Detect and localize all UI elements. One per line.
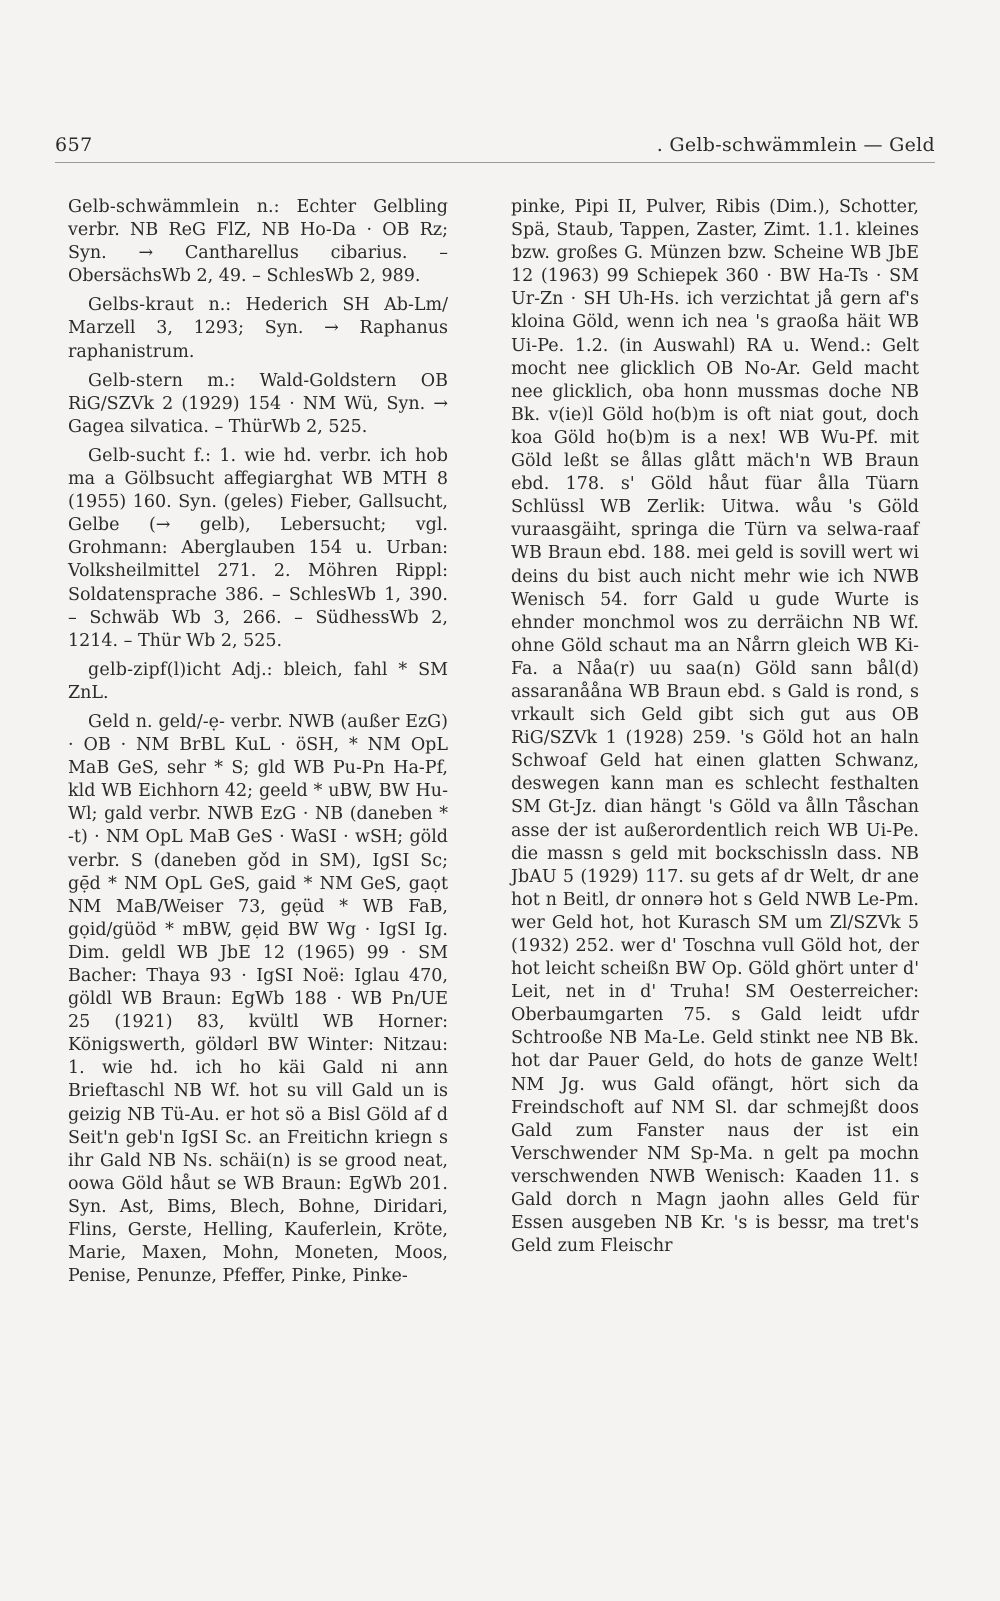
entry-gelb-sucht <box>68 445 448 653</box>
lemma: Geld <box>88 711 130 732</box>
entry-text: Adj.: bleich, fahl * SM ZnL. <box>68 659 448 703</box>
right-column <box>511 196 919 1258</box>
entry-text: n. geld/-ẹ- verbr. NWB (außer EzG) · OB · NM BrBL KuL · öSH, * NM OpL MaB GeS, sehr * S; gld WB Pu-Pn Ha-Pf, kld WB Eichhorn 42; geeld * uBW, BW Hu-Wl; gald verbr. NWB EzG · NB (daneben * -t) · NM OpL MaB GeS · WaSI · wSH; göld verbr. S (daneben gǒd in SM), IgSI Sc; gẹ̄d * NM OpL GeS, gaid * NM GeS, gaọt NM MaB/Weiser 73, gẹüd * WB FaB, gọid/güöd * mBW, gẹid BW Wg · IgSI Ig. Dim. geldl WB JbE 12 (1965) 99 · SM Bacher: Thaya 93 · IgSI Noë: Iglau 470, göldl WB Braun: EgWb 188 · WB Pn/UE 25 (1921) 83, kvültl WB Horner: Königswerth, göldərl BW Winter: Nitzau: 1. wie hd. ich ho käi Gald ni ann Brieftaschl NB Wf. hot su vill Gald un is geizig NB Tü-Au. er hot sö a Bisl Göld af d Seit'n geb'n IgSI Sc. an Freitichn kriegn s ihr Gald NB Ns. schäi(n) is se grood neat, oowa Göld håut se WB Braun: EgWb 201. Syn. Ast, Bims, Blech, Bohne, Diridari, Flins, Gerste, Helling, Kauferlein, Kröte, Marie, Maxen, Mohn, Moneten, Moos, Penise, Penunze, Pfeffer, Pinke, Pinke- <box>68 711 448 1287</box>
entry-geld-continued: pinke, Pipi II, Pulver, Ribis (Dim.), Schotter, Spä, Staub, Tappen, Zaster, Zimt. 1.1. kleines bzw. großes G. Münzen bzw. Scheine WB JbE 12 (1963) 99 Schiepek 360 · BW Ha-Ts · SM Ur-Zn · SH Uh-Hs. ich verzichtat jå gern af's kloina Göld, wenn ich nea 's graoßa häit WB Ui-Pe. 1.2. (in Auswahl) RA u. Wend.: Gelt mocht nee glicklich OB No-Ar. Geld macht nee glicklich, oba honn mussmas doche NB Bk. v(ie)l Göld ho(b)m is oft niat gout, doch koa Göld ho(b)m is a nex! WB Wu-Pf. mit Göld leßt se ållas glått mäch'n WB Braun ebd. 178. s' Göld håut füar ålla Tüarn Schlüssl WB Zerlik: Uitwa. wåu 's Göld vuraasgäiht, springa die Türn va selwa-raaf WB Braun ebd. 188. mei geld is sovill wert wi deins du bist auch nicht mehr wie ich NWB Wenisch 54. forr Gald u gude Wurte is ehnder monchmol wos zu derräichn NB Wf. ohne Göld schaut ma an Nårrn gleich WB Ki-Fa. a Nåa(r) uu saa(n) Göld sann bål(d) assaranååna WB Braun ebd. s Gald is rond, s vrkault sich Geld gibt sich gut aus OB RiG/SZVk 1 (1928) 259. 's Göld hot an haln Schwoaf Geld hat einen glatten Schwanz, deswegen kann man es schlecht festhalten SM Gt-Jz. dian hängt 's Göld va ålln Tåschan asse der ist außerordentlich reich WB Ui-Pe. die massn s geld mit bockschissln dass. NB JbAU 5 (1929) 117. su gets af dr Welt, dr ane hot n Beitl, dr onnərə hot s Geld NWB Le-Pm. wer Geld hot, hot Kurasch SM um Zl/SZVk 5 (1932) 252. wer d' Toschna vull Göld hot, der hot leicht scheißn BW Op. Göld ghört unter d' Leit, net in d' Truha! SM Oesterreicher: Oberbaumgarten 75. s Gald leidt ufdr Schtrooße NB Ma-Le. Geld stinkt nee NB Bk. hot dar Pauer Geld, do hots de ganze Welt! NM Jg. wus Gald ofängt, hört sich da Freindschoft auf NM Sl. dar schmejßt doos Gald zum Fanster naus der ist ein Verschwender NM Sp-Ma. n gelt pa mochn verschwenden NWB Wenisch: Kaaden 11. s Gald dorch n Magn jaohn alles Geld für Essen ausgeben NB Kr. 's is bessr, ma tret's Geld zum Fleischr <box>511 197 919 1257</box>
entry-text: f.: 1. wie hd. verbr. ich hob ma a Gölbsucht affegiarghat WB MTH 8 (1955) 160. Syn. (geles) Fieber, Gallsucht, Gelbe (→ gelb), Lebersucht; vgl. Grohmann: Aberglauben 154 u. Urban: Volksheilmittel 271. 2. Möhren Rippl: Soldatensprache 386. – SchlesWb 1, 390. – Schwäb Wb 3, 266. – SüdhessWb 2, 1214. – Thür Wb 2, 525. <box>68 445 448 651</box>
entry-text: n.: Hederich SH Ab-Lm/ Marzell 3, 1293; Syn. → Raphanus raphanistrum. <box>68 295 448 362</box>
entry-gelb-schwaemmlein <box>68 196 448 288</box>
lemma: Gelb-stern <box>88 370 184 391</box>
entry-gelbs-kraut <box>68 294 448 363</box>
left-column <box>68 196 448 1288</box>
entry-gelb-zipflicht <box>68 659 448 705</box>
entry-text: n.: Echter Gelbling verbr. NB ReG FlZ, NB Ho-Da · OB Rz; Syn. → Cantharellus cibarius. – ObersächsWb 2, 49. – SchlesWb 2, 989. <box>68 197 448 287</box>
entry-text: m.: Wald-Goldstern OB RiG/SZVk 2 (1929) 154 · NM Wü, Syn. → Gagea silvatica. – ThürWb 2, 525. <box>68 370 448 437</box>
lemma: Gelb-sucht <box>88 445 186 466</box>
lemma: Gelbs-kraut <box>88 295 194 316</box>
lemma: Gelb-schwämmlein <box>68 197 240 217</box>
lemma: gelb-zipf(l)icht <box>88 659 221 680</box>
header-rule <box>55 162 935 163</box>
page-number: 657 <box>55 134 93 156</box>
running-head: . Gelb-schwämmlein — Geld <box>656 134 935 156</box>
entry-gelb-stern <box>68 370 448 439</box>
entry-geld <box>68 711 448 1288</box>
